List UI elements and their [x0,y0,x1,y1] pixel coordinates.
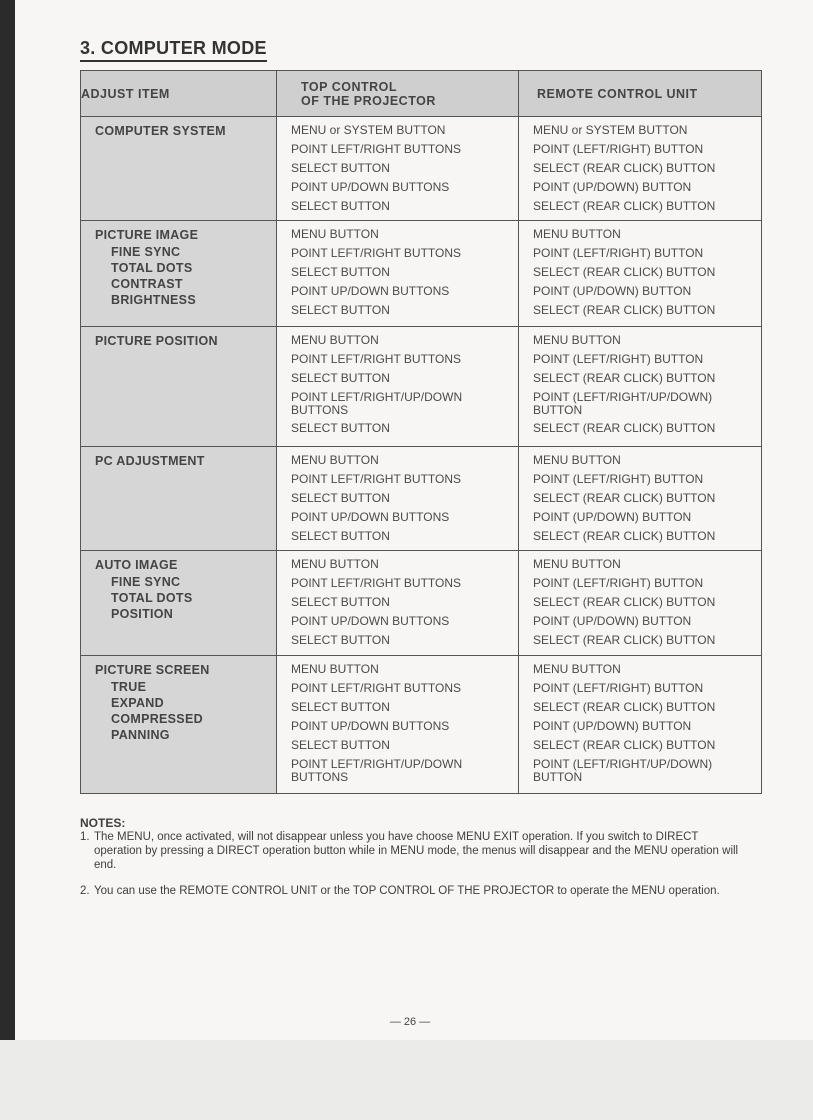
top-control-step: SELECT BUTTON [291,371,390,385]
remote-control-step: POINT (UP/DOWN) BUTTON [533,614,692,628]
table-row [81,656,762,794]
remote-control-step: SELECT (REAR CLICK) BUTTON [533,265,716,279]
top-control-cell [277,447,519,551]
header-adjust-item: ADJUST ITEM [81,71,277,117]
adjust-sub-item: FINE SYNC [111,575,181,589]
operations-table [80,70,762,794]
page-number: — 26 — [389,1016,431,1028]
remote-control-step: SELECT (REAR CLICK) BUTTON [533,529,716,543]
remote-control-cell [519,221,762,327]
remote-control-step: SELECT (REAR CLICK) BUTTON [533,161,716,175]
remote-control-step: POINT (LEFT/RIGHT) BUTTON [533,246,704,260]
adjust-sub-item: COMPRESSED [111,712,203,726]
remote-control-step: SELECT (REAR CLICK) BUTTON [533,633,716,647]
table-header-row [81,71,762,117]
top-control-step: SELECT BUTTON [291,161,390,175]
adjust-sub-item: TOTAL DOTS [111,591,193,605]
note-item [80,884,745,898]
top-control-step: POINT LEFT/RIGHT/UP/DOWN BUTTONS [291,757,463,784]
note-item [80,830,745,872]
top-control-step: MENU BUTTON [291,453,379,467]
top-control-step: POINT LEFT/RIGHT/UP/DOWN BUTTONS [291,390,463,417]
top-control-step: SELECT BUTTON [291,199,390,213]
top-control-step: SELECT BUTTON [291,595,390,609]
table-row [81,327,762,447]
remote-control-cell [519,656,762,794]
top-control-step: SELECT BUTTON [291,633,390,647]
adjust-item-cell [81,117,277,221]
adjust-item-cell [81,327,277,447]
top-control-step: SELECT BUTTON [291,491,390,505]
note-text: The MENU, once activated, will not disappear unless you have choose MENU EXIT operation. If you switch to DIRECT operation by pressing a DIRECT operation button while in MENU mode, the menus will disappear and the MENU operation will end. [94,831,739,871]
top-control-step: MENU BUTTON [291,557,379,571]
top-control-step: POINT UP/DOWN BUTTONS [291,284,450,298]
header-top-control-line1: TOP CONTROL [301,79,398,94]
remote-control-step: POINT (UP/DOWN) BUTTON [533,510,692,524]
remote-control-cell [519,327,762,447]
remote-control-step: POINT (UP/DOWN) BUTTON [533,719,692,733]
binding-edge [0,0,15,1040]
remote-control-step: POINT (LEFT/RIGHT) BUTTON [533,352,704,366]
adjust-sub-item: FINE SYNC [111,245,181,259]
adjust-sub-item: CONTRAST [111,277,183,291]
top-control-step: SELECT BUTTON [291,265,390,279]
remote-control-step: POINT (LEFT/RIGHT) BUTTON [533,576,704,590]
remote-control-step: MENU BUTTON [533,557,621,571]
top-control-step: MENU BUTTON [291,662,379,676]
table-row [81,551,762,656]
adjust-item-title: PC ADJUSTMENT [95,454,205,468]
top-control-step: SELECT BUTTON [291,700,390,714]
top-control-step: POINT UP/DOWN BUTTONS [291,510,450,524]
top-control-cell [277,551,519,656]
top-control-step: SELECT BUTTON [291,421,390,435]
top-control-step: SELECT BUTTON [291,738,390,752]
top-control-step: POINT LEFT/RIGHT BUTTONS [291,681,462,695]
section-heading: 3. COMPUTER MODE [80,38,267,62]
adjust-sub-item: EXPAND [111,696,164,710]
header-top-control [277,71,519,117]
scan-bottom-strip [0,1040,813,1120]
top-control-cell [277,117,519,221]
adjust-item-cell [81,551,277,656]
notes-section [80,816,745,898]
remote-control-step: MENU or SYSTEM BUTTON [533,123,688,137]
remote-control-step: MENU BUTTON [533,227,621,241]
top-control-step: POINT UP/DOWN BUTTONS [291,180,450,194]
table-row [81,117,762,221]
remote-control-step: SELECT (REAR CLICK) BUTTON [533,303,716,317]
adjust-item-title: AUTO IMAGE [95,558,178,572]
top-control-step: SELECT BUTTON [291,303,390,317]
top-control-step: POINT LEFT/RIGHT BUTTONS [291,352,462,366]
top-control-step: POINT LEFT/RIGHT BUTTONS [291,142,462,156]
adjust-sub-item: BRIGHTNESS [111,293,196,307]
top-control-step: MENU BUTTON [291,227,379,241]
note-text: You can use the REMOTE CONTROL UNIT or the TOP CONTROL OF THE PROJECTOR to operate the MENU operation. [94,885,720,897]
adjust-item-cell [81,221,277,327]
adjust-item-title: PICTURE SCREEN [95,663,210,677]
remote-control-step: POINT (UP/DOWN) BUTTON [533,284,692,298]
top-control-step: MENU or SYSTEM BUTTON [291,123,446,137]
remote-control-step: POINT (LEFT/RIGHT) BUTTON [533,142,704,156]
adjust-sub-item: POSITION [111,607,174,621]
top-control-step: POINT LEFT/RIGHT BUTTONS [291,576,462,590]
remote-control-step: SELECT (REAR CLICK) BUTTON [533,738,716,752]
remote-control-step: POINT (LEFT/RIGHT) BUTTON [533,472,704,486]
remote-control-step: POINT (LEFT/RIGHT) BUTTON [533,681,704,695]
top-control-cell [277,221,519,327]
remote-control-step: POINT (UP/DOWN) BUTTON [533,180,692,194]
remote-control-step: MENU BUTTON [533,662,621,676]
remote-control-cell [519,551,762,656]
header-top-control-line2: OF THE PROJECTOR [301,93,436,108]
adjust-item-title: PICTURE POSITION [95,334,218,348]
top-control-cell [277,327,519,447]
table-body [81,117,762,794]
remote-control-step: SELECT (REAR CLICK) BUTTON [533,371,716,385]
adjust-sub-item: TRUE [111,680,147,694]
remote-control-step: POINT (LEFT/RIGHT/UP/DOWN) BUTTON [533,390,713,417]
adjust-item-cell [81,656,277,794]
remote-control-step: POINT (LEFT/RIGHT/UP/DOWN) BUTTON [533,757,713,784]
table-row [81,447,762,551]
remote-control-step: SELECT (REAR CLICK) BUTTON [533,491,716,505]
top-control-step: POINT LEFT/RIGHT BUTTONS [291,246,462,260]
top-control-step: POINT UP/DOWN BUTTONS [291,719,450,733]
header-remote-control: REMOTE CONTROL UNIT [519,71,762,117]
note-number: 2. [80,885,90,897]
top-control-step: MENU BUTTON [291,333,379,347]
remote-control-step: SELECT (REAR CLICK) BUTTON [533,700,716,714]
adjust-item-title: PICTURE IMAGE [95,228,199,242]
notes-title: NOTES: [80,816,126,830]
top-control-step: SELECT BUTTON [291,529,390,543]
top-control-cell [277,656,519,794]
adjust-item-cell [81,447,277,551]
adjust-sub-item: TOTAL DOTS [111,261,193,275]
remote-control-step: SELECT (REAR CLICK) BUTTON [533,595,716,609]
remote-control-step: MENU BUTTON [533,333,621,347]
top-control-step: POINT LEFT/RIGHT BUTTONS [291,472,462,486]
remote-control-step: SELECT (REAR CLICK) BUTTON [533,421,716,435]
top-control-step: POINT UP/DOWN BUTTONS [291,614,450,628]
adjust-sub-item: PANNING [111,728,170,742]
table-row [81,221,762,327]
remote-control-step: SELECT (REAR CLICK) BUTTON [533,199,716,213]
adjust-item-title: COMPUTER SYSTEM [95,124,226,138]
remote-control-cell [519,447,762,551]
note-number: 1. [80,831,90,843]
remote-control-step: MENU BUTTON [533,453,621,467]
remote-control-cell [519,117,762,221]
